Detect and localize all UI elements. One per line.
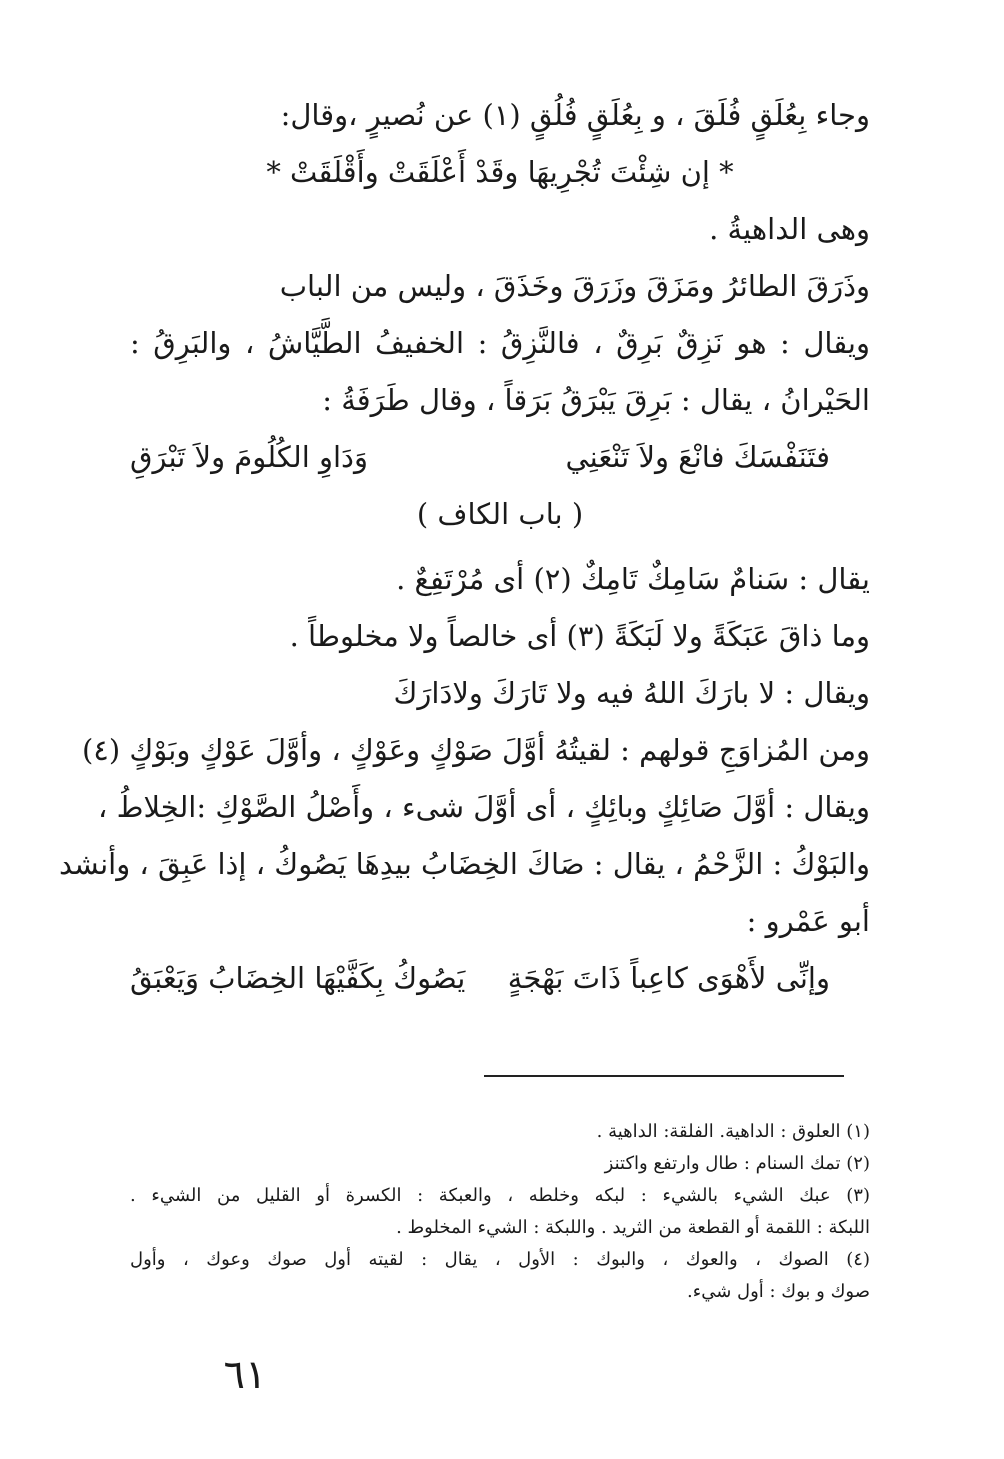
footnote-4: (٤) الصوك ، والعوك ، والبوك : الأول ، يقال : لقيته أول صوك وعوك ، وأول [130,1249,870,1270]
text-line-3: وهى الداهيةُ . [709,212,870,246]
text-line-13: أبو عَمْرو : [746,904,870,938]
verse-second-hemistich: وَدَاوِ الكُلُومَ ولاَ تَبْرَقِ [130,440,368,474]
text-line-1: وجاء بِعُلَقٍ فُلَقَ ، و بِعُلَقٍ فُلُقٍ (١) عن نُصيرٍ ،وقال: [280,98,870,132]
text-line-5: ويقال : هو نَزِقٌ بَرِقٌ ، فالنَّزِقُ : الخفيفُ الطَّيَّاشُ ، والبَرِقُ : [130,326,870,360]
text-line-8: وما ذاقَ عَبَكَةً ولا لَبَكَةً (٣) أى خالصاً ولا مخلوطاً . [289,619,870,653]
footnote-3-continued: اللبكة : اللقمة أو القطعة من الثريد . واللبكة : الشيء المخلوط . [396,1217,870,1238]
section-heading: ( باب الكاف ) [416,497,584,531]
text-line-6: الحَيْرانُ ، يقال : بَرِقَ يَبْرَقُ بَرَقاً ، وقال طَرَفَةُ : [322,383,870,417]
text-line-4: وذَرَقَ الطائرُ ومَزَقَ وزَرَقَ وخَذَقَ ، وليس من الباب [279,269,870,303]
main-text [58,95,870,1015]
footnote-2: (٢) تمك السنام : طال وارتفع واكتنز [604,1153,870,1174]
verse-abu-amr [130,958,870,998]
footnote-separator [484,1075,844,1077]
footnote-1: (١) العلوق : الداهية. الفلقة: الداهية . [596,1121,870,1142]
footnote-4-continued: صوك و بوك : أول شيء. [687,1281,870,1302]
text-line-10: ومن المُزاوَجِ قولهم : لقيتُهُ أوَّلَ صَوْكٍ وعَوْكٍ ، وأوَّلَ عَوْكٍ وبَوْكٍ (٤) [81,733,870,767]
footnote-3: (٣) عبك الشيء بالشيء : لبكه وخلطه ، والعبكة : الكسرة أو القليل من الشيء . [130,1185,870,1206]
verse-first-hemistich: وإنِّى لأَهْوَى كاعِباً ذَاتَ بَهْجَةٍ [507,961,830,995]
text-line-9: ويقال : لا بارَكَ اللهُ فيه ولا تَارَكَ ولادَارَكَ [393,676,870,710]
page-number: ٦١ [223,1352,267,1398]
text-line-7: يقال : سَنامٌ سَامِكٌ تَامِكٌ (٢) أى مُرْتَفِعٌ . [396,562,870,596]
verse-tarafa [130,437,870,477]
footnotes [130,1118,870,1310]
verse-second-hemistich: يَصُوكُ بِكَفَّيْهَا الخِضَابُ وَيَعْبَقُ [130,961,466,995]
verse-first-hemistich: فتَنَفْسَكَ فانْعَ ولاَ تَنْعَنِي [565,440,830,474]
text-line-11: ويقال : أوَّلَ صَائِكٍ وبائِكٍ ، أى أوَّلَ شىء ، وأَصْلُ الصَّوْكِ :الخِلاطُ ، [98,790,870,824]
verse-quote-1: * إن شِئْتَ تُجْرِيهَا وقَدْ أَعْلَقَتْ وأَقْلَقَتْ * [266,155,734,189]
text-line-12: والبَوْكُ : الزَّحْمُ ، يقال : صَاكَ الخِضَابُ بيدِهَا يَصُوكُ ، إذا عَبِقَ ، وأنشد [58,847,870,881]
